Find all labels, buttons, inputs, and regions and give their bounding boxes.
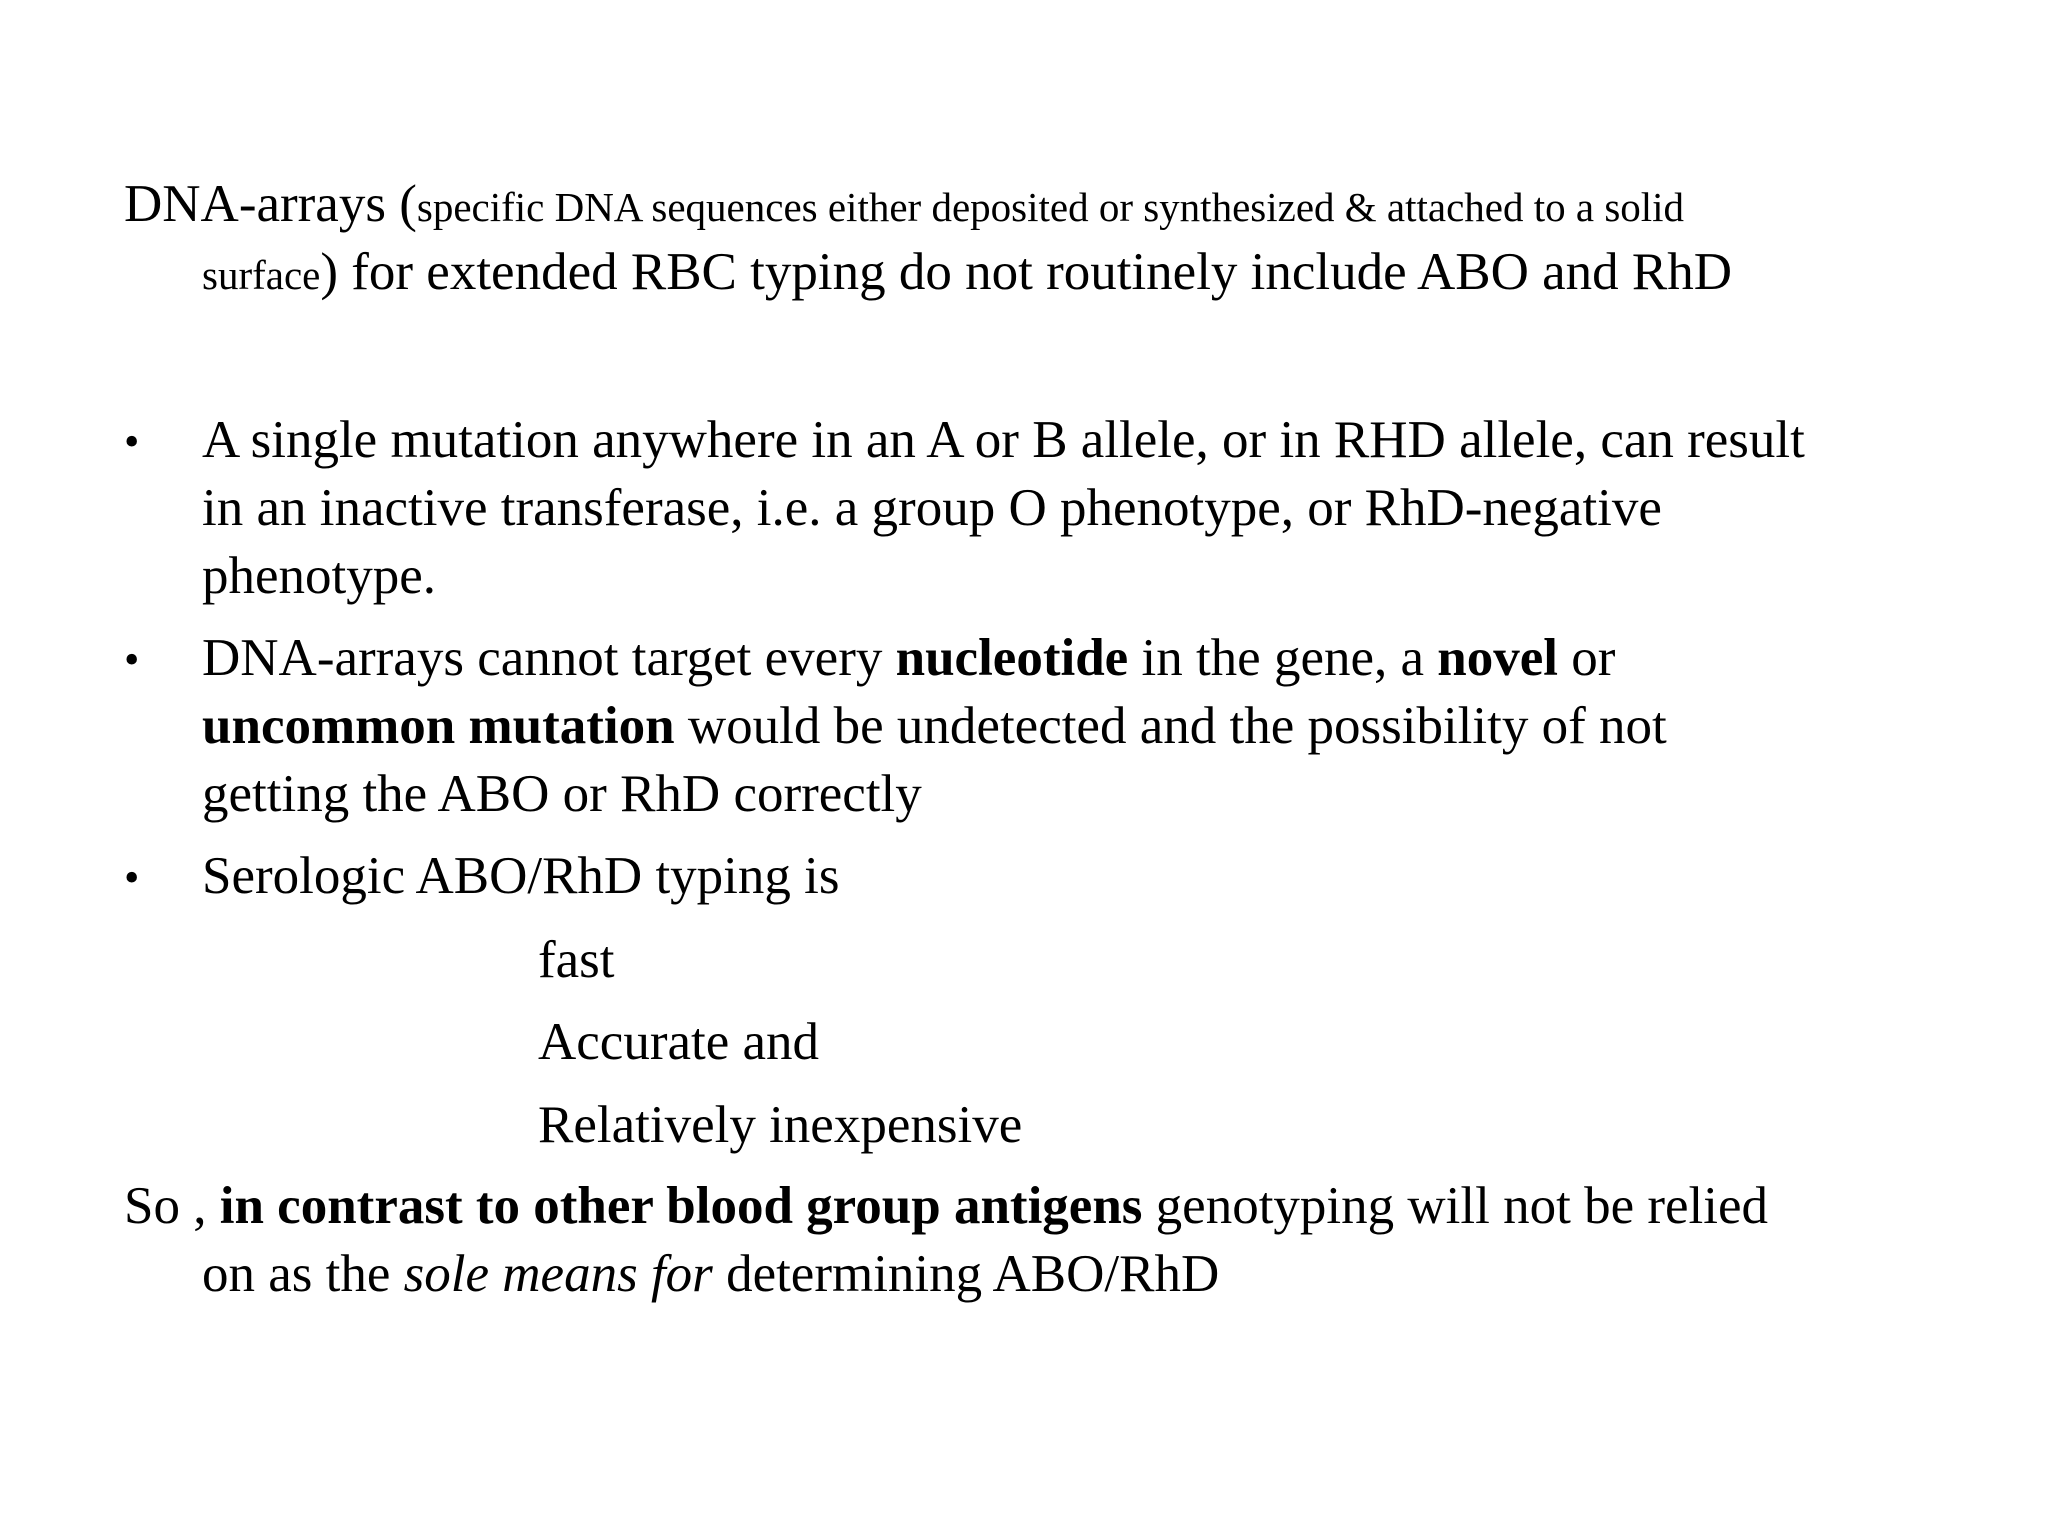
bullet-3-sub-item-accurate: Accurate and: [538, 1013, 820, 1071]
bullet-marker: •: [124, 417, 140, 466]
conclusion-text: determining ABO/RhD: [712, 1245, 1220, 1303]
bullet-1-line-3: phenotype.: [202, 547, 437, 605]
intro-line-1: [124, 175, 1685, 233]
bullet-2-text: or: [1558, 629, 1616, 687]
bullet-marker: •: [124, 853, 140, 902]
bullet-3-sub-item-inexpensive: Relatively inexpensive: [538, 1096, 1023, 1154]
conclusion-line-1: [124, 1177, 1768, 1235]
intro-paren-line1: specific DNA sequences either deposited or synthesized & attached to a solid: [416, 184, 1685, 230]
conclusion-text: on as the: [202, 1245, 404, 1303]
bullet-2-text: would be undetected and the possibility of not: [674, 697, 1667, 755]
conclusion-bold: in contrast to other blood group antigens: [219, 1177, 1143, 1235]
bullet-marker: •: [124, 635, 140, 684]
bullet-2-line-1: [202, 629, 1616, 687]
bullet-2-bold-nucleotide: nucleotide: [895, 629, 1129, 687]
intro-line-2: [202, 243, 1733, 301]
bullet-2-text: in the gene, a: [1128, 629, 1438, 687]
bullet-3-line: Serologic ABO/RhD typing is: [202, 847, 840, 905]
bullet-2-line-2: [202, 697, 1667, 755]
intro-paren-line2: surface: [202, 252, 321, 298]
bullet-1-line-2: in an inactive transferase, i.e. a group O phenotype, or RhD-negative: [202, 479, 1662, 537]
conclusion-italic: sole means for: [403, 1245, 713, 1303]
conclusion-text: genotyping will not be relied: [1142, 1177, 1768, 1235]
bullet-3-sub-item-fast: fast: [538, 931, 615, 989]
bullet-1-line-1: A single mutation anywhere in an A or B allele, or in RHD allele, can result: [202, 411, 1805, 469]
bullet-2-text: DNA-arrays cannot target every: [202, 629, 896, 687]
conclusion-text: So ,: [124, 1177, 220, 1235]
bullet-2-bold-uncommon-mutation: uncommon mutation: [202, 697, 675, 755]
conclusion-line-2: [202, 1245, 1220, 1303]
intro-lead: DNA-arrays (: [124, 175, 417, 233]
bullet-2-line-3: getting the ABO or RhD correctly: [202, 765, 922, 823]
intro-tail: ) for extended RBC typing do not routinely include ABO and RhD: [320, 243, 1733, 301]
bullet-2-bold-novel: novel: [1437, 629, 1558, 687]
